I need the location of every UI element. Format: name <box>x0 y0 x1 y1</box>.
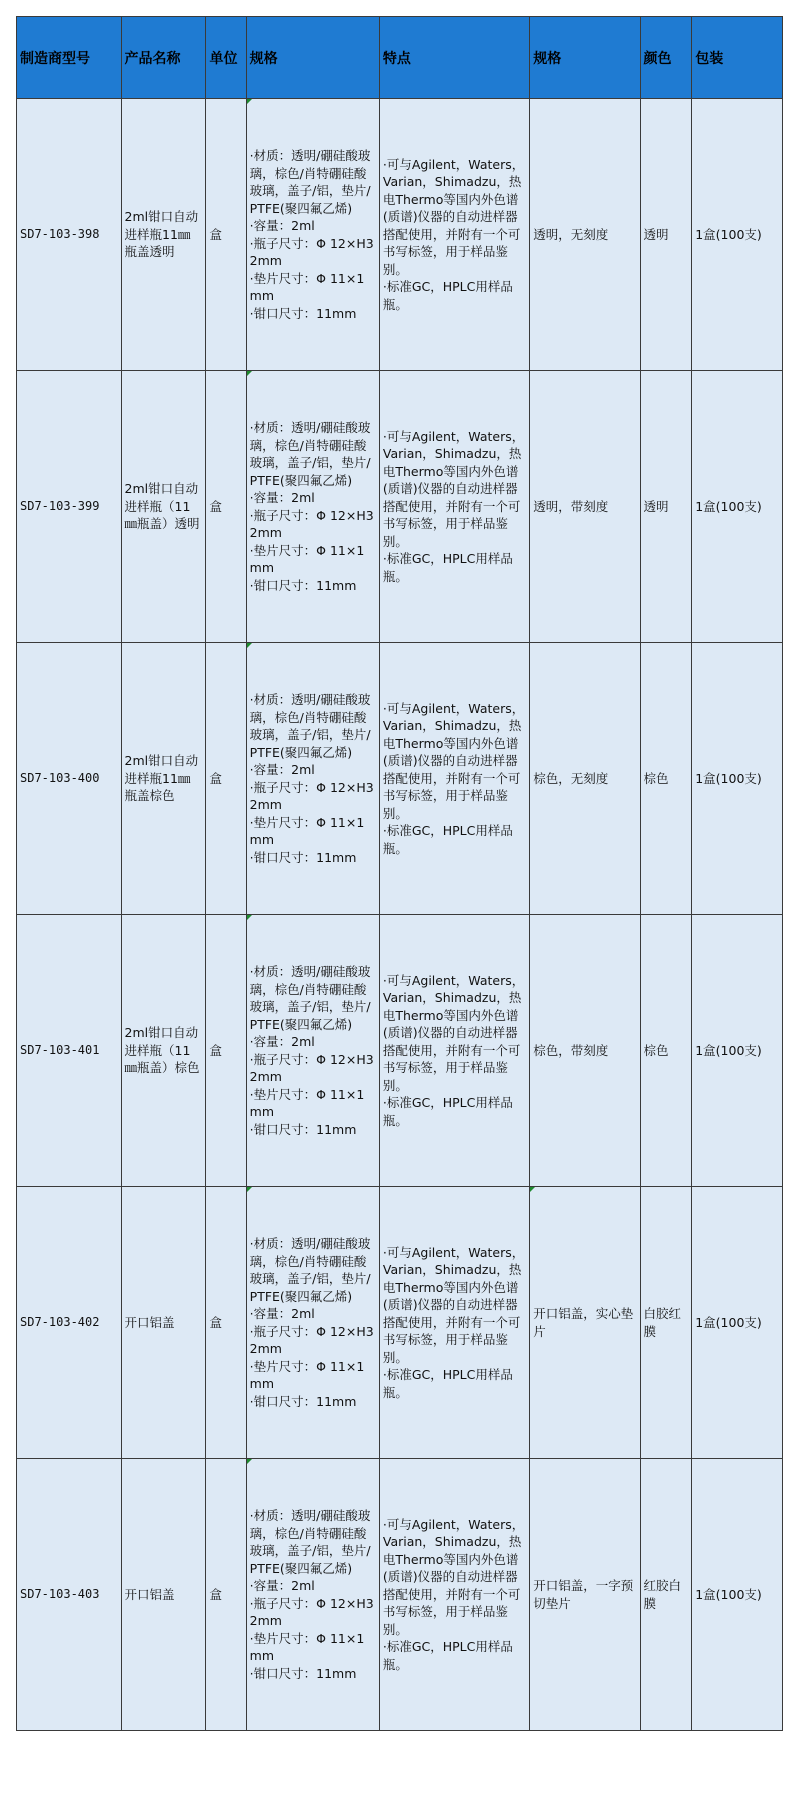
unit-cell: 盒 <box>206 371 246 643</box>
spec-cell <box>246 1187 379 1459</box>
color-cell: 红胶白膜 <box>640 1459 692 1731</box>
spec-line: ·垫片尺寸：Φ 11×1mm <box>249 1086 365 1119</box>
spec-cell <box>246 915 379 1187</box>
spec-line: ·容量：2ml <box>249 1034 315 1049</box>
product-name-cell: 2ml钳口自动进样瓶11㎜瓶盖透明 <box>121 99 206 371</box>
table-row <box>17 371 783 643</box>
spec-line: ·瓶子尺寸：Φ 12×H32mm <box>249 779 374 812</box>
product-name-cell: 开口铝盖 <box>121 1187 206 1459</box>
spec-line: ·垫片尺寸：Φ 11×1mm <box>249 1630 365 1663</box>
model-cell: SD7-103-401 <box>17 915 122 1187</box>
product-name-cell: 2ml钳口自动进样瓶（11㎜瓶盖）棕色 <box>121 915 206 1187</box>
feature-line: ·标准GC，HPLC用样品瓶。 <box>382 823 513 856</box>
spec-cell <box>246 1459 379 1731</box>
feature-line: ·标准GC，HPLC用样品瓶。 <box>382 1095 513 1128</box>
unit-cell: 盒 <box>206 643 246 915</box>
product-table <box>16 16 783 1731</box>
package-cell: 1盒(100支) <box>692 1459 783 1731</box>
features-cell <box>379 371 529 643</box>
header-color: 颜色 <box>640 17 692 99</box>
package-cell: 1盒(100支) <box>692 643 783 915</box>
spec-2-cell: 开口铝盖，实心垫片 <box>530 1187 640 1459</box>
spec-line: ·材质：透明/硼硅酸玻璃，棕色/肖特硼硅酸玻璃，盖子/铝，垫片/PTFE(聚四氟乙烯) <box>249 964 371 1032</box>
spec-cell <box>246 371 379 643</box>
product-name-cell: 2ml钳口自动进样瓶（11㎜瓶盖）透明 <box>121 371 206 643</box>
color-cell: 棕色 <box>640 915 692 1187</box>
package-cell: 1盒(100支) <box>692 99 783 371</box>
spec-line: ·瓶子尺寸：Φ 12×H32mm <box>249 235 374 268</box>
feature-line: ·标准GC，HPLC用样品瓶。 <box>382 1367 513 1400</box>
spec-line: ·容量：2ml <box>249 218 315 233</box>
header-unit: 单位 <box>206 17 246 99</box>
table-body <box>17 99 783 1731</box>
feature-line: ·标准GC，HPLC用样品瓶。 <box>382 279 513 312</box>
spec-2-cell: 棕色，带刻度 <box>530 915 640 1187</box>
spec-line: ·钳口尺寸：11mm <box>249 1121 357 1137</box>
header-spec-2: 规格 <box>530 17 640 99</box>
spec-cell <box>246 643 379 915</box>
features-cell <box>379 1459 529 1731</box>
features-cell <box>379 1187 529 1459</box>
features-cell <box>379 915 529 1187</box>
spec-line: ·钳口尺寸：11mm <box>249 849 357 865</box>
spec-line: ·垫片尺寸：Φ 11×1mm <box>249 1358 365 1391</box>
product-name-cell: 2ml钳口自动进样瓶11㎜瓶盖棕色 <box>121 643 206 915</box>
package-cell: 1盒(100支) <box>692 371 783 643</box>
spec-line: ·钳口尺寸：11mm <box>249 1393 357 1409</box>
spec-2-cell: 透明，无刻度 <box>530 99 640 371</box>
feature-line: ·可与Agilent，Waters，Varian，Shimadzu，热电Thermo等国内外色谱(质谱)仪器的自动进样器搭配使用，并附有一个可书写标签，用于样品鉴别。 <box>382 972 525 1093</box>
header-package: 包装 <box>692 17 783 99</box>
spec-line: ·钳口尺寸：11mm <box>249 577 357 593</box>
model-cell: SD7-103-398 <box>17 99 122 371</box>
color-cell: 透明 <box>640 371 692 643</box>
package-cell: 1盒(100支) <box>692 1187 783 1459</box>
model-cell: SD7-103-399 <box>17 371 122 643</box>
table-row <box>17 915 783 1187</box>
table-row <box>17 1187 783 1459</box>
spec-line: ·容量：2ml <box>249 1306 315 1321</box>
spec-line: ·垫片尺寸：Φ 11×1mm <box>249 270 365 303</box>
color-cell: 白胶红膜 <box>640 1187 692 1459</box>
unit-cell: 盒 <box>206 1459 246 1731</box>
feature-line: ·可与Agilent，Waters，Varian，Shimadzu，热电Thermo等国内外色谱(质谱)仪器的自动进样器搭配使用，并附有一个可书写标签，用于样品鉴别。 <box>382 156 525 277</box>
feature-line: ·可与Agilent，Waters，Varian，Shimadzu，热电Thermo等国内外色谱(质谱)仪器的自动进样器搭配使用，并附有一个可书写标签，用于样品鉴别。 <box>382 1516 525 1637</box>
spec-line: ·垫片尺寸：Φ 11×1mm <box>249 814 365 847</box>
header-model: 制造商型号 <box>17 17 122 99</box>
model-cell: SD7-103-400 <box>17 643 122 915</box>
feature-line: ·可与Agilent，Waters，Varian，Shimadzu，热电Thermo等国内外色谱(质谱)仪器的自动进样器搭配使用，并附有一个可书写标签，用于样品鉴别。 <box>382 1244 525 1365</box>
features-cell <box>379 643 529 915</box>
feature-line: ·标准GC，HPLC用样品瓶。 <box>382 1639 513 1672</box>
model-cell: SD7-103-402 <box>17 1187 122 1459</box>
model-cell: SD7-103-403 <box>17 1459 122 1731</box>
package-cell: 1盒(100支) <box>692 915 783 1187</box>
unit-cell: 盒 <box>206 915 246 1187</box>
color-cell: 透明 <box>640 99 692 371</box>
spec-line: ·瓶子尺寸：Φ 12×H32mm <box>249 1323 374 1356</box>
color-cell: 棕色 <box>640 643 692 915</box>
spec-line: ·瓶子尺寸：Φ 12×H32mm <box>249 1051 374 1084</box>
spec-line: ·容量：2ml <box>249 762 315 777</box>
feature-line: ·可与Agilent，Waters，Varian，Shimadzu，热电Thermo等国内外色谱(质谱)仪器的自动进样器搭配使用，并附有一个可书写标签，用于样品鉴别。 <box>382 428 525 549</box>
table-row <box>17 99 783 371</box>
spec-2-cell: 透明，带刻度 <box>530 371 640 643</box>
header-product-name: 产品名称 <box>121 17 206 99</box>
spec-line: ·瓶子尺寸：Φ 12×H32mm <box>249 1595 374 1628</box>
table-row <box>17 643 783 915</box>
feature-line: ·标准GC，HPLC用样品瓶。 <box>382 551 513 584</box>
spec-line: ·钳口尺寸：11mm <box>249 305 357 321</box>
spec-line: ·钳口尺寸：11mm <box>249 1665 357 1681</box>
spec-line: ·瓶子尺寸：Φ 12×H32mm <box>249 507 374 540</box>
table-row <box>17 1459 783 1731</box>
unit-cell: 盒 <box>206 99 246 371</box>
product-name-cell: 开口铝盖 <box>121 1459 206 1731</box>
spec-line: ·材质：透明/硼硅酸玻璃，棕色/肖特硼硅酸玻璃，盖子/铝，垫片/PTFE(聚四氟乙烯) <box>249 1508 371 1576</box>
spec-2-cell: 棕色，无刻度 <box>530 643 640 915</box>
header-row <box>17 17 783 99</box>
feature-line: ·可与Agilent，Waters，Varian，Shimadzu，热电Thermo等国内外色谱(质谱)仪器的自动进样器搭配使用，并附有一个可书写标签，用于样品鉴别。 <box>382 700 525 821</box>
spec-line: ·材质：透明/硼硅酸玻璃，棕色/肖特硼硅酸玻璃，盖子/铝，垫片/PTFE(聚四氟乙烯) <box>249 148 371 216</box>
spec-line: ·材质：透明/硼硅酸玻璃，棕色/肖特硼硅酸玻璃，盖子/铝，垫片/PTFE(聚四氟乙烯) <box>249 692 371 760</box>
spec-line: ·材质：透明/硼硅酸玻璃，棕色/肖特硼硅酸玻璃，盖子/铝，垫片/PTFE(聚四氟乙烯) <box>249 420 371 488</box>
spec-cell <box>246 99 379 371</box>
header-features: 特点 <box>379 17 529 99</box>
spec-2-cell: 开口铝盖，一字预切垫片 <box>530 1459 640 1731</box>
header-spec: 规格 <box>246 17 379 99</box>
spec-line: ·垫片尺寸：Φ 11×1mm <box>249 542 365 575</box>
spec-line: ·容量：2ml <box>249 490 315 505</box>
spec-line: ·材质：透明/硼硅酸玻璃，棕色/肖特硼硅酸玻璃，盖子/铝，垫片/PTFE(聚四氟乙烯) <box>249 1236 371 1304</box>
spec-line: ·容量：2ml <box>249 1578 315 1593</box>
features-cell <box>379 99 529 371</box>
unit-cell: 盒 <box>206 1187 246 1459</box>
